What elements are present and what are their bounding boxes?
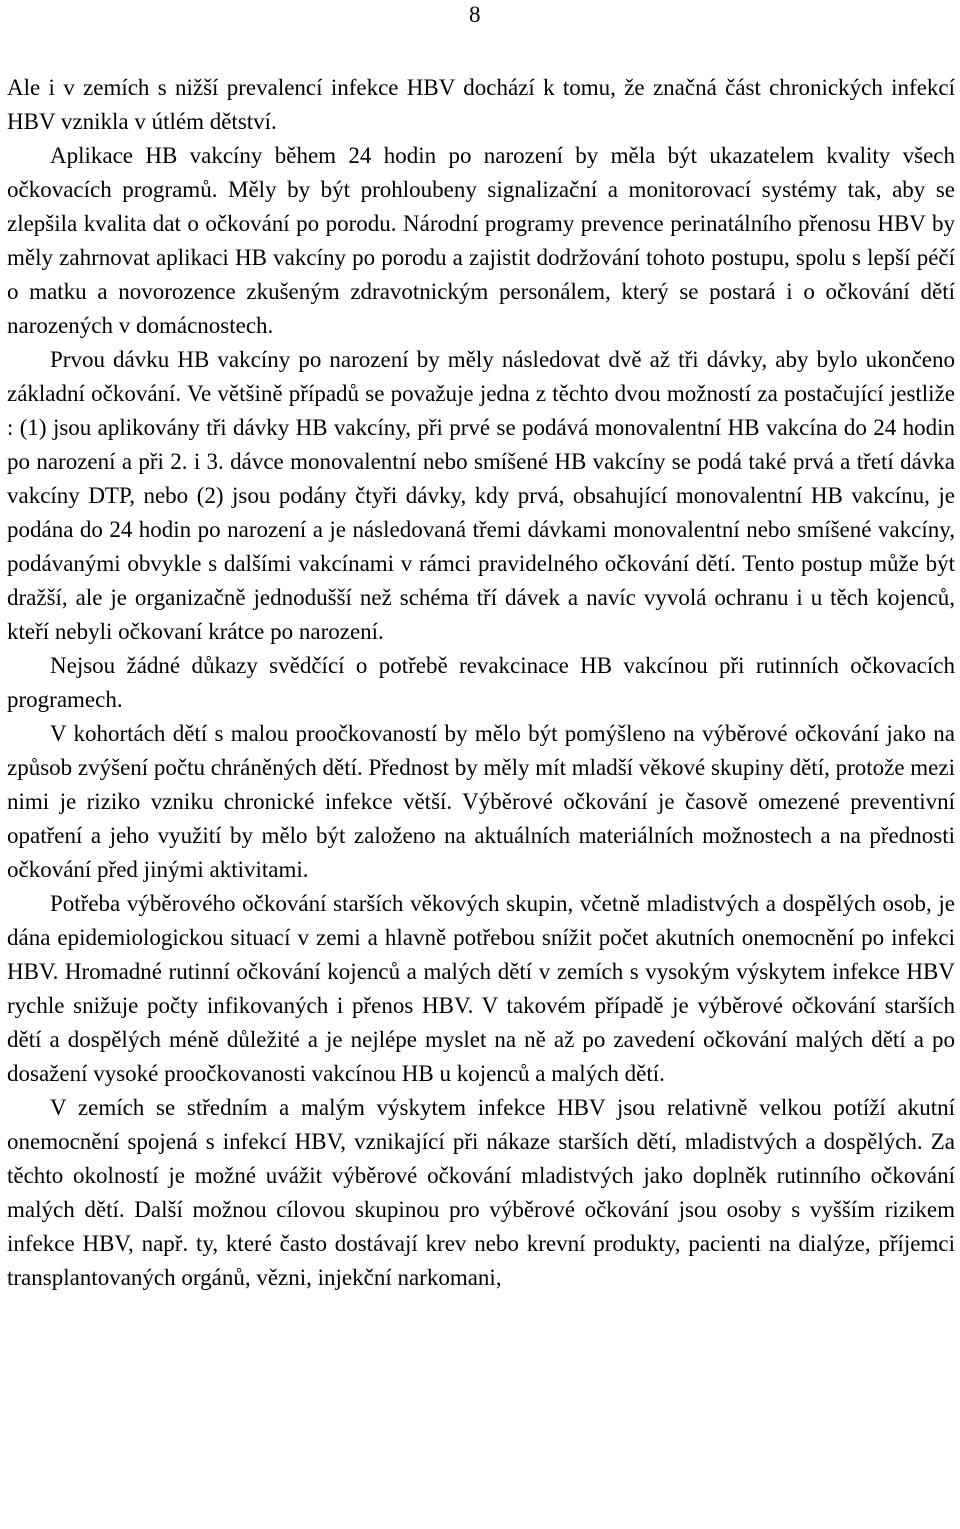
paragraph-cohort-vaccination: V kohortách dětí s malou proočkovaností by mělo být pomýšleno na výběrové očkování jako na způsob zvýšení počtu chráněných dětí. Přednost by měly mít mladší věkové skupiny dětí, protože mezi nimi je riziko vzniku chronické infekce větší. Výběrové očkování je časově omezené preventivní opatření a jeho využití by mělo být založeno na aktuálních materiálních možnostech a na přednosti očkování před jinými aktivitami. (7, 721, 955, 882)
paragraph-no-revaccination: Nejsou žádné důkazy svědčící o potřebě revakcinace HB vakcínou při rutinních očkovacích programech. (7, 653, 955, 712)
page-number: 8 (469, 2, 481, 27)
paragraph-dosing-schedules: Prvou dávku HB vakcíny po narození by měly následovat dvě až tři dávky, aby bylo ukončeno základní očkování. Ve většině případů se považuje jedna z těchto dvou možností za postačující jestliže : (1) jsou aplikovány tři dávky HB vakcíny, při prvé se podává monovalentní HB vakcína do 24 hodin po narození a při 2. i 3. dávce monovalentní nebo smíšené HB vakcíny se podá také prvá a třetí dávka vakcíny DTP, nebo (2) jsou podány čtyři dávky, kdy prvá, obsahující monovalentní HB vakcínu, je podána do 24 hodin po narození a je následovaná třemi dávkami monovalentní nebo smíšené vakcíny, podávanými obvykle s dalšími vakcínami v rámci pravidelného očkování dětí. Tento postup může být dražší, ale je organizačně jednodušší než schéma tří dávek a navíc vyvolá ochranu i u těch kojenců, kteří nebyli očkovaní krátce po narození. (7, 347, 955, 644)
paragraph-hbv-childhood-infections: Ale i v zemích s nižší prevalencí infekce HBV dochází k tomu, že značná část chronických infekcí HBV vznikla v útlém dětství. (7, 75, 955, 134)
paragraph-older-age-groups: Potřeba výběrového očkování starších věkových skupin, včetně mladistvých a dospělých osob, je dána epidemiologickou situací v zemi a hlavně potřebou snížit počet akutních onemocnění po infekci HBV. Hromadné rutinní očkování kojenců a malých dětí v zemích s vysokým výskytem infekce HBV rychle snižuje počty infikovaných i přenos HBV. V takovém případě je výběrové očkování starších dětí a dospělých méně důležité a je nejlépe myslet na ně až po zavedení očkování malých dětí a po dosažení vysoké proočkovanosti vakcínou HB u kojenců a malých dětí. (7, 891, 955, 1086)
paragraph-birth-dose-quality: Aplikace HB vakcíny během 24 hodin po narození by měla být ukazatelem kvality všech očkovacích programů. Měly by být prohloubeny signalizační a monitorovací systémy tak, aby se zlepšila kvalita dat o očkování po porodu. Národní programy prevence perinatálního přenosu HBV by měly zahrnovat aplikaci HB vakcíny po porodu a zajistit dodržování tohoto postupu, spolu s lepší péčí o matku a novorozence zkušeným zdravotnickým personálem, který se postará i o očkování dětí narozených v domácnostech. (7, 143, 955, 338)
document-body (7, 71, 955, 1295)
paragraph-intermediate-prevalence: V zemích se středním a malým výskytem infekce HBV jsou relativně velkou potíží akutní onemocnění spojená s infekcí HBV, vznikající při nákaze starších dětí, mladistvých a dospělých. Za těchto okolností je možné uvážit výběrové očkování mladistvých jako doplněk rutinního očkování malých dětí. Další možnou cílovou skupinou pro výběrové očkování jsou osoby s vyšším rizikem infekce HBV, např. ty, které často dostávají krev nebo krevní produkty, pacienti na dialýze, příjemci transplantovaných orgánů, vězni, injekční narkomani, (7, 1095, 955, 1290)
